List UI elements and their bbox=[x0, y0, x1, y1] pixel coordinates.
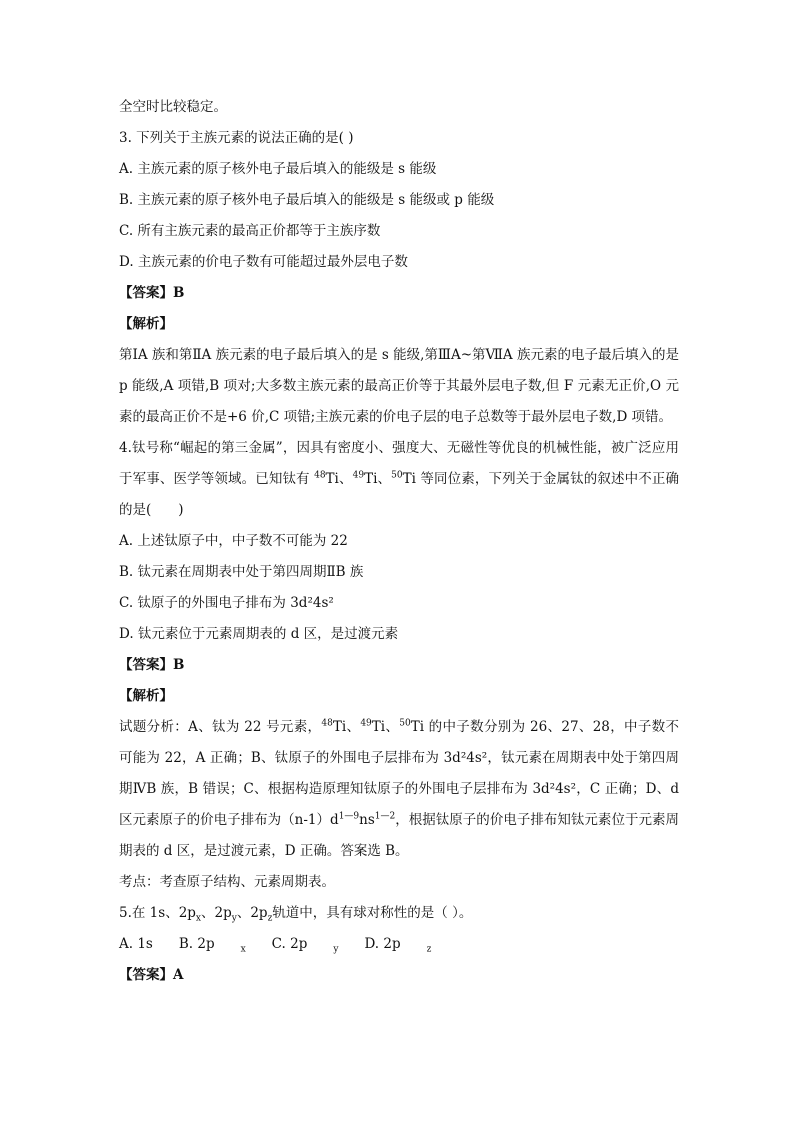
separator: 、 bbox=[377, 471, 392, 487]
q4-analysis-text-d: ，根据钛原子的价电子排布知钛元素位于元素周期表的 d 区，是过渡元素，D 正确。答案选 B。 bbox=[119, 812, 679, 859]
q5-option-b-text: B. 2p bbox=[178, 936, 215, 952]
q4-analysis-text-c: ns bbox=[359, 812, 375, 828]
q5-question bbox=[119, 898, 679, 929]
q3-option-c: C. 所有主族元素的最高正价都等于主族序数 bbox=[119, 223, 381, 239]
q5-answer: 【答案】A bbox=[119, 967, 184, 983]
ti49-mass: 49 bbox=[360, 718, 372, 729]
py-subscript: y bbox=[231, 913, 237, 924]
document-page bbox=[119, 92, 679, 991]
q3-answer: 【答案】B bbox=[119, 285, 185, 301]
ti50-mass: 50 bbox=[399, 718, 411, 729]
ti50-symbol: Ti bbox=[402, 471, 416, 487]
separator: 、 bbox=[385, 719, 400, 735]
q5-option-c-text: C. 2p bbox=[271, 936, 308, 952]
q5-options bbox=[119, 929, 679, 960]
q3-option-a: A. 主族元素的原子核外电子最后填入的能级是 s 能级 bbox=[119, 161, 437, 177]
px-subscript: x bbox=[195, 913, 201, 924]
ti49-symbol: Ti bbox=[371, 719, 386, 735]
py-subscript: y bbox=[333, 944, 339, 955]
q3-option-d: D. 主族元素的价电子数有可能超过最外层电子数 bbox=[119, 254, 408, 270]
q5-option-b bbox=[179, 929, 246, 960]
ti50-mass: 50 bbox=[391, 470, 403, 481]
s-exponent: 1—2 bbox=[374, 811, 396, 822]
ti48-mass: 48 bbox=[314, 470, 326, 481]
separator: 、 bbox=[346, 719, 361, 735]
q5-option-c bbox=[272, 929, 339, 960]
q4-analysis bbox=[119, 712, 679, 867]
pz-subscript: z bbox=[426, 944, 432, 955]
q5-question-text-b: 轨道中，具有球对称性的是（ ）。 bbox=[272, 905, 473, 921]
q3-question: 3. 下列关于主族元素的说法正确的是( ) bbox=[119, 130, 354, 146]
ti48-mass: 48 bbox=[321, 718, 333, 729]
intro-line: 全空时比较稳定。 bbox=[119, 99, 227, 115]
ti48-symbol: Ti bbox=[325, 471, 339, 487]
q3-analysis-label: 【解析】 bbox=[119, 316, 173, 332]
ti50-symbol: Ti bbox=[410, 719, 425, 735]
q4-option-d: D. 钛元素位于元素周期表的 d 区，是过渡元素 bbox=[119, 626, 399, 642]
ti48-symbol: Ti bbox=[332, 719, 347, 735]
q4-answer: 【答案】B bbox=[119, 657, 185, 673]
pz-subscript: z bbox=[267, 913, 273, 924]
q5-question-text-a: 5.在 1s、2p bbox=[119, 905, 196, 921]
separator: 、 bbox=[338, 471, 353, 487]
q4-option-c: C. 钛原子的外围电子排布为 3d²4s² bbox=[119, 595, 334, 611]
separator: 、 bbox=[201, 905, 215, 921]
q4-analysis-label: 【解析】 bbox=[119, 688, 173, 704]
q4-question-text-a: 4.钛号称“崛起的第三金属”，因具有密度小、强度大、无磁性等优良的机械性能，被广泛应用于军事、医学等领域。已知钛有 bbox=[119, 440, 679, 487]
orbital-2p: 2p bbox=[214, 905, 232, 921]
px-subscript: x bbox=[240, 944, 246, 955]
ti49-mass: 49 bbox=[352, 470, 365, 481]
q4-question bbox=[119, 433, 679, 526]
q3-analysis: 第ⅠA 族和第ⅡA 族元素的电子最后填入的是 s 能级,第ⅢA~第ⅦA 族元素的电子最后填入的是 p 能级,A 项错,B 项对;大多数主族元素的最高正价等于其最外层电子数,但 F 元素无正价,O 元素的最高正价不是+6 价,C 项错;主族元素的价电子层的电子总数等于最外层电子数,D 项错。 bbox=[119, 347, 679, 425]
orbital-2p: 2p bbox=[250, 905, 268, 921]
q4-analysis-text-b: 的中子数分别为 26、27、28，中子数不可能为 22，A 正确；B、钛原子的外围电子层排布为 3d²4s²，钛元素在周期表中处于第四周期ⅣB 族，B 错误；C、根据构造原理知钛原子的外围电子层排布为 3d²4s²，C 正确；D、d 区元素原子的价电子排布为（n-1）d bbox=[119, 719, 680, 828]
ti49-symbol: Ti bbox=[364, 471, 378, 487]
d-exponent: 1—9 bbox=[338, 811, 360, 822]
separator: 、 bbox=[236, 905, 251, 921]
q4-analysis-text-a: 试题分析：A、钛为 22 号元素， bbox=[119, 719, 322, 735]
q4-option-a: A. 上述钛原子中，中子数不可能为 22 bbox=[119, 533, 348, 549]
q4-kaodian: 考点：考查原子结构、元素周期表。 bbox=[119, 874, 335, 890]
q5-option-d-text: D. 2p bbox=[364, 936, 401, 952]
q4-option-b: B. 钛元素在周期表中处于第四周期ⅡB 族 bbox=[119, 564, 364, 580]
q5-option-d bbox=[364, 929, 431, 960]
q3-option-b: B. 主族元素的原子核外电子最后填入的能级是 s 能级或 p 能级 bbox=[119, 192, 495, 208]
q4-question-text-b: 等同位素，下列关于金属钛的叙述中不正确的是( ) bbox=[119, 471, 680, 518]
q5-option-a: A. 1s bbox=[119, 936, 153, 952]
